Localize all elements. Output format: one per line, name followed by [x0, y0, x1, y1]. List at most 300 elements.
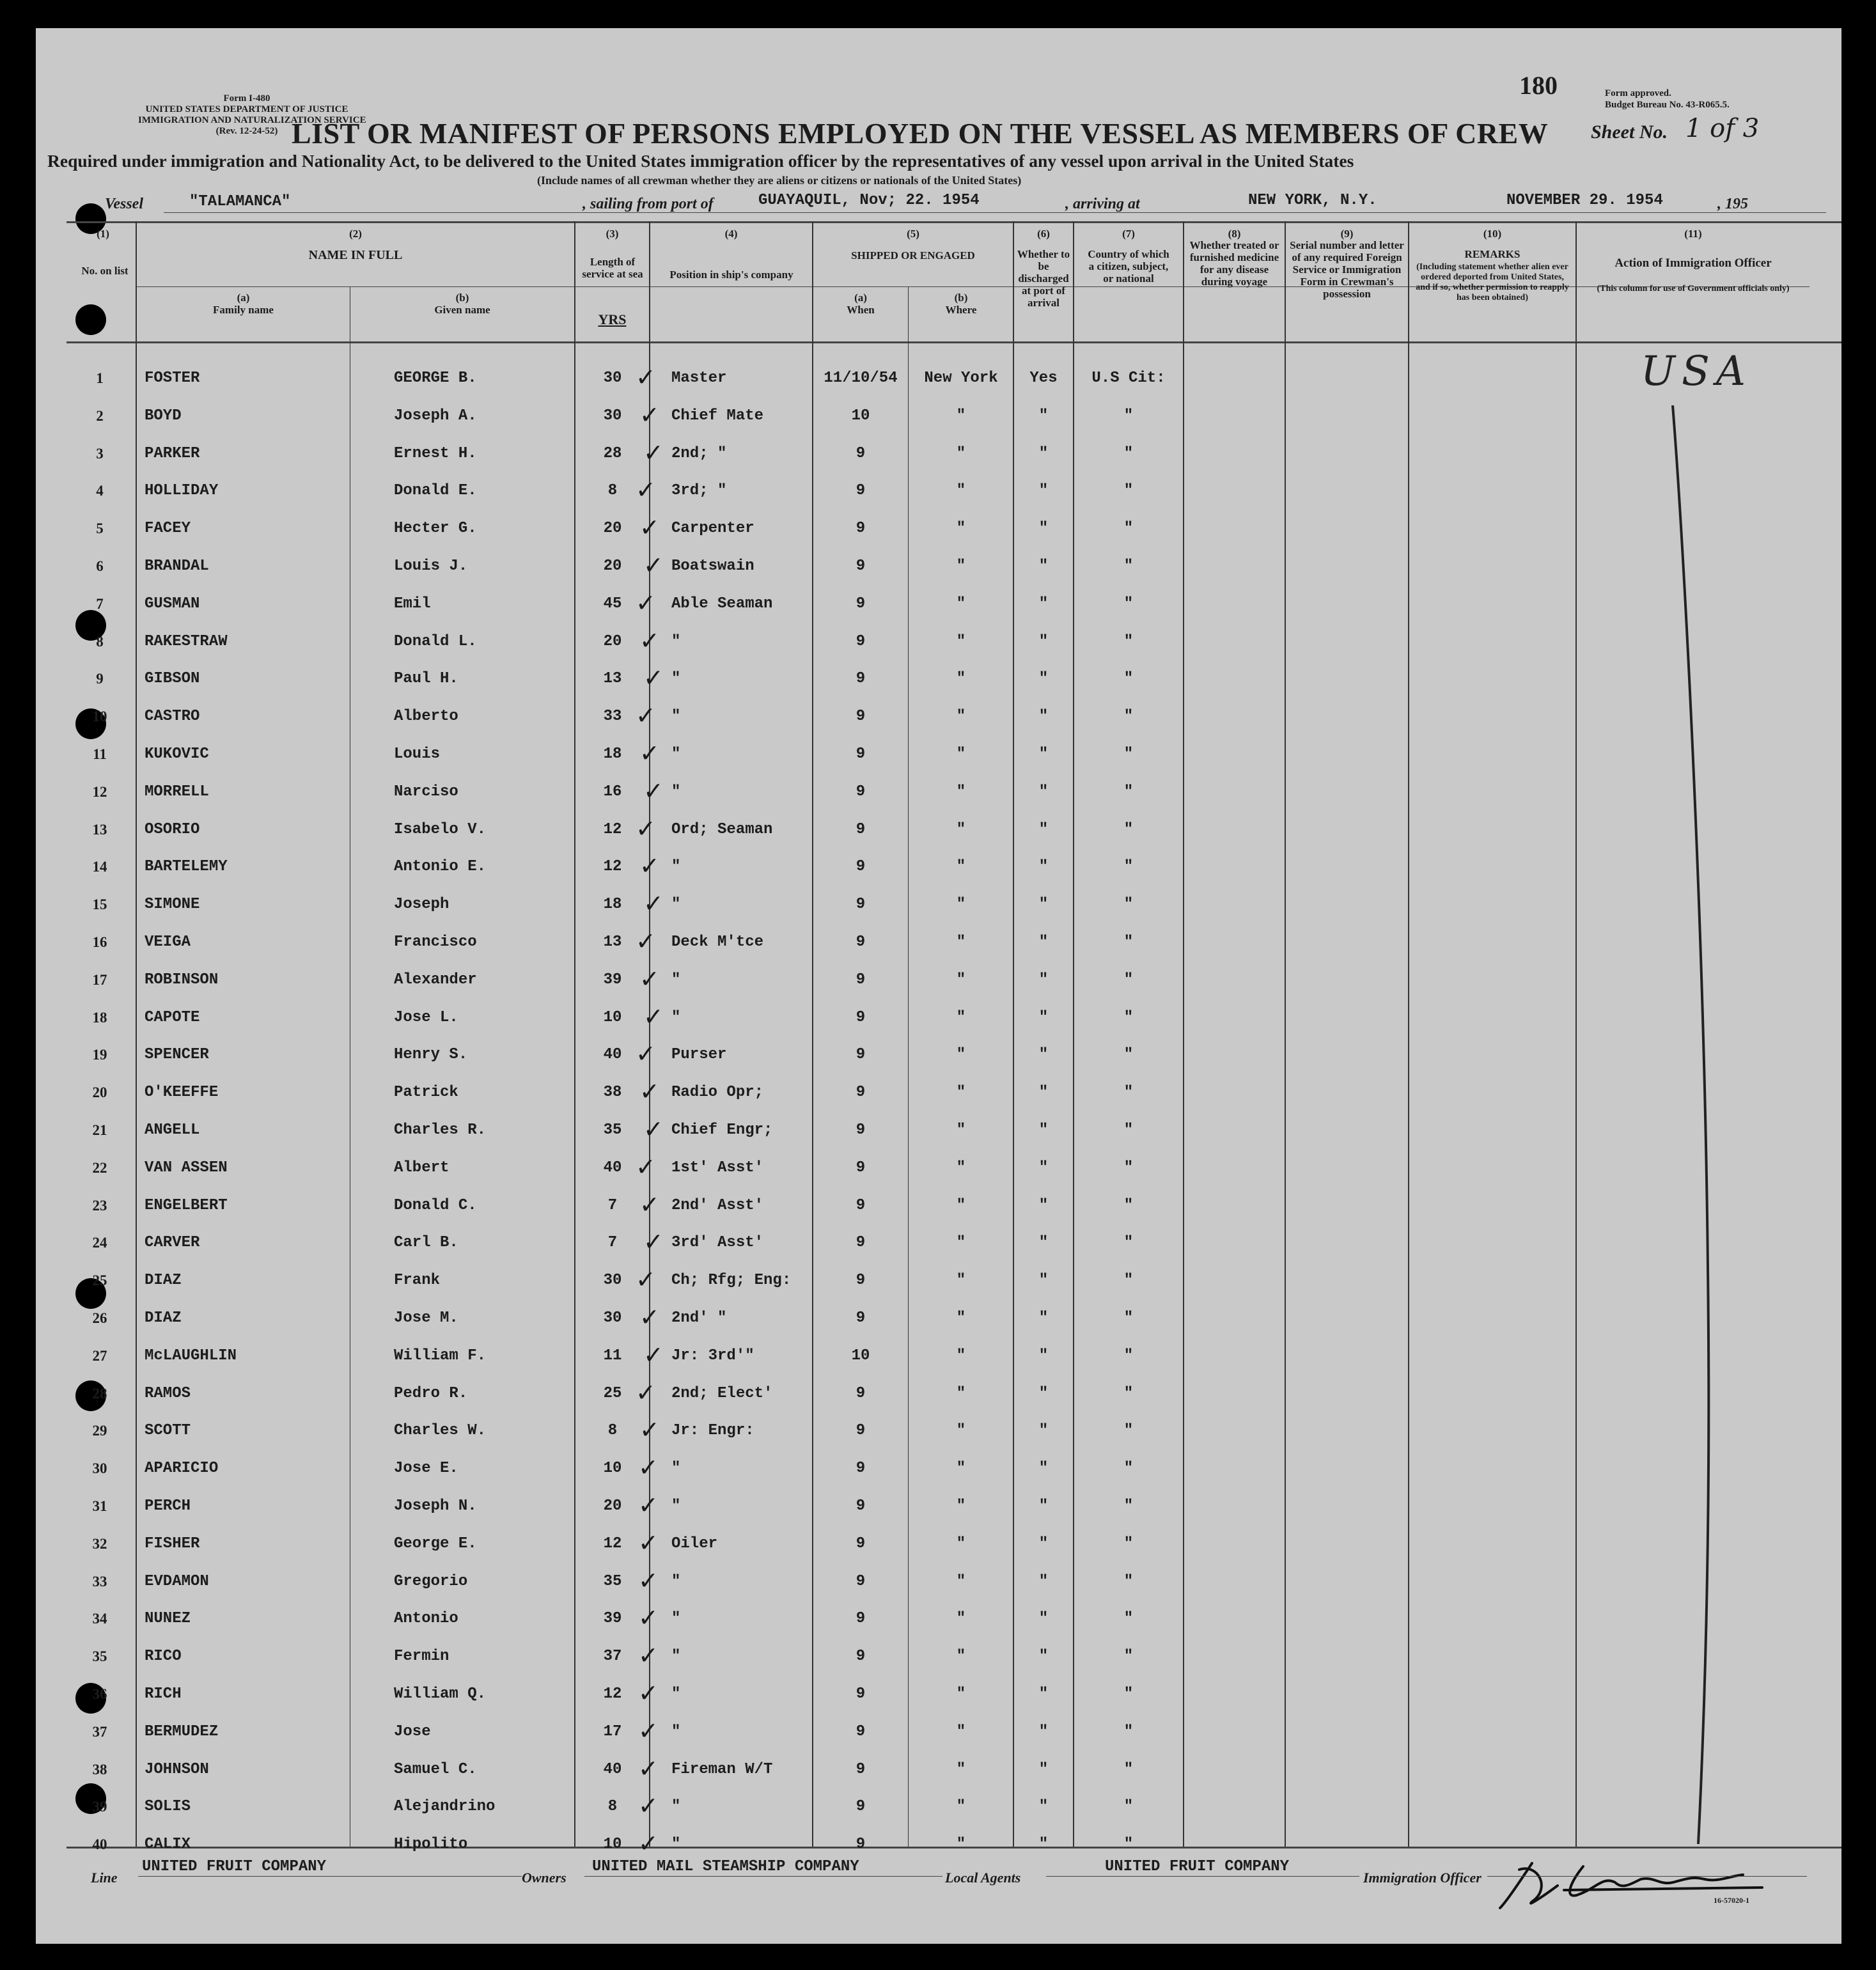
row-number: 6	[96, 558, 104, 574]
years-at-sea: 40	[603, 1046, 622, 1064]
row-number: 19	[92, 1047, 107, 1063]
col11-header: Action of Immigration Officer	[1614, 256, 1772, 270]
family-name: OSORIO	[145, 820, 200, 838]
discharged: "	[1038, 444, 1049, 462]
ship-position: Able Seaman	[671, 595, 773, 613]
given-name: Frank	[394, 1272, 441, 1290]
ship-position: "	[671, 1836, 681, 1854]
crew-row	[36, 436, 1807, 473]
years-at-sea: 13	[603, 670, 622, 688]
engaged-where: "	[956, 520, 966, 538]
engaged-where: "	[956, 1535, 966, 1552]
engaged-where: "	[956, 746, 966, 763]
row-number: 35	[92, 1648, 107, 1665]
given-name: Alberto	[394, 708, 458, 726]
engaged-when: 9	[856, 896, 866, 914]
check-mark-icon: ✓	[636, 1378, 656, 1407]
family-name: NUNEZ	[145, 1610, 191, 1628]
ship-position: Ch; Rfg; Eng:	[671, 1272, 792, 1290]
crew-row	[36, 1413, 1807, 1450]
crew-row	[36, 1714, 1807, 1751]
check-mark-icon: ✓	[636, 1040, 656, 1068]
country: "	[1123, 1422, 1134, 1440]
years-at-sea: 20	[603, 520, 622, 538]
years-at-sea: 7	[607, 1234, 618, 1252]
row-number: 15	[92, 896, 107, 913]
engaged-when: 9	[856, 1798, 866, 1816]
years-at-sea: 12	[603, 1685, 622, 1703]
family-name: ANGELL	[145, 1122, 200, 1139]
years-at-sea: 40	[603, 1760, 622, 1778]
given-name: Charles W.	[394, 1422, 487, 1440]
check-mark-icon: ✓	[638, 1604, 659, 1632]
given-name: Joseph N.	[394, 1497, 477, 1515]
col4-header: Position in ship's company	[669, 269, 793, 281]
engaged-when: 9	[856, 1084, 866, 1102]
crew-row	[36, 1451, 1807, 1488]
form-note: (Include names of all crewman whether they are aliens or citizens or nationals of the United States)	[537, 174, 1022, 187]
given-name: Donald C.	[394, 1196, 477, 1214]
crew-row	[36, 473, 1807, 510]
ship-position: "	[671, 1610, 681, 1628]
family-name: RICH	[145, 1685, 182, 1703]
crew-row	[36, 1526, 1807, 1563]
country: "	[1123, 1272, 1134, 1290]
family-name: SPENCER	[145, 1046, 209, 1064]
engaged-when: 9	[856, 1046, 866, 1064]
discharged: "	[1038, 1234, 1049, 1252]
engaged-when: 9	[856, 783, 866, 801]
ship-position: "	[671, 1723, 681, 1740]
row-number: 32	[92, 1535, 107, 1552]
engaged-where: "	[956, 1008, 966, 1026]
country: "	[1123, 444, 1134, 462]
official-mark: USA	[1641, 348, 1752, 395]
given-name: William Q.	[394, 1685, 487, 1703]
discharged: "	[1038, 670, 1049, 688]
check-mark-icon: ✓	[639, 1303, 660, 1331]
row-number: 30	[92, 1460, 107, 1477]
engaged-when: 9	[856, 670, 866, 688]
crew-row	[36, 624, 1807, 661]
years-at-sea: 30	[603, 1272, 622, 1290]
discharged: "	[1038, 708, 1049, 726]
col10-note: (Including statement whether alien ever ordered deported from United States, and if so, whether permission to reapply has been obtained)	[1416, 262, 1569, 302]
country: "	[1123, 1347, 1134, 1364]
country: "	[1123, 971, 1134, 989]
country: "	[1123, 407, 1134, 425]
family-name: RAKESTRAW	[145, 632, 228, 650]
given-name: Ernest H.	[394, 444, 477, 462]
check-mark-icon: ✓	[643, 551, 664, 579]
line-underline	[138, 1876, 522, 1877]
discharged: "	[1038, 1760, 1049, 1778]
years-at-sea: 40	[603, 1159, 622, 1177]
ship-position: "	[671, 746, 681, 763]
ship-position: "	[671, 1497, 681, 1515]
engaged-when: 9	[856, 746, 866, 763]
engaged-when: 9	[856, 971, 866, 989]
col5-header: SHIPPED OR ENGAGED	[851, 249, 975, 262]
given-name: George E.	[394, 1535, 477, 1552]
row-number: 29	[92, 1423, 107, 1439]
family-name: GIBSON	[145, 670, 200, 688]
engaged-where: New York	[924, 370, 998, 387]
crew-row	[36, 1489, 1807, 1526]
engaged-where: "	[956, 1685, 966, 1703]
col5-number: (5)	[907, 228, 919, 240]
engaged-where: "	[956, 1384, 966, 1402]
discharged: "	[1038, 632, 1049, 650]
engaged-where: "	[956, 1347, 966, 1364]
row-number: 36	[92, 1686, 107, 1702]
check-mark-icon: ✓	[638, 1792, 659, 1820]
discharged: "	[1038, 971, 1049, 989]
discharged: "	[1038, 858, 1049, 876]
crew-row	[36, 1677, 1807, 1714]
col10-header: REMARKS	[1464, 248, 1520, 260]
row-number: 12	[92, 783, 107, 800]
row-number: 2	[96, 407, 104, 424]
ship-position: Boatswain	[671, 558, 754, 575]
crew-row	[36, 511, 1807, 548]
check-mark-icon: ✓	[636, 701, 656, 730]
check-mark-icon: ✓	[638, 1679, 659, 1707]
given-name: Jose M.	[394, 1309, 458, 1327]
engaged-where: "	[956, 858, 966, 876]
ship-position: 2nd; Elect'	[671, 1384, 773, 1402]
col8-number: (8)	[1228, 228, 1241, 240]
years-at-sea: 39	[603, 1610, 622, 1628]
check-mark-icon: ✓	[636, 814, 656, 843]
given-name: Patrick	[394, 1084, 458, 1102]
family-name: BRANDAL	[145, 558, 209, 575]
family-name: KUKOVIC	[145, 746, 209, 763]
given-name: Alexander	[394, 971, 477, 989]
years-at-sea: 13	[603, 934, 622, 951]
col4-number: (4)	[724, 228, 738, 240]
engaged-when: 9	[856, 1723, 866, 1740]
engaged-where: "	[956, 1723, 966, 1740]
ship-position: "	[671, 1008, 681, 1026]
col6-number: (6)	[1037, 228, 1050, 240]
years-at-sea: 10	[603, 1460, 622, 1478]
engaged-where: "	[956, 1196, 966, 1214]
crew-row	[36, 1301, 1807, 1338]
crew-row	[36, 1376, 1807, 1413]
country: "	[1123, 1798, 1134, 1816]
family-name: PERCH	[145, 1497, 191, 1515]
ship-position: "	[671, 858, 681, 876]
years-at-sea: 39	[603, 971, 622, 989]
ship-position: Oiler	[671, 1535, 718, 1552]
family-name: DIAZ	[145, 1272, 182, 1290]
crew-row	[36, 361, 1807, 398]
engaged-when: 9	[856, 1610, 866, 1628]
discharged: "	[1038, 1309, 1049, 1327]
country: "	[1123, 1008, 1134, 1026]
check-mark-icon: ✓	[636, 1152, 656, 1181]
check-mark-icon: ✓	[639, 852, 660, 880]
official-ditto-line	[1660, 373, 1737, 1863]
col2-header: NAME IN FULL	[308, 248, 403, 262]
crew-row	[36, 737, 1807, 774]
family-name: VAN ASSEN	[145, 1159, 228, 1177]
engaged-when: 9	[856, 1648, 866, 1666]
form-code: 16-57020-1	[1714, 1896, 1749, 1905]
engaged-when: 9	[856, 1497, 866, 1515]
engaged-where: "	[956, 407, 966, 425]
family-name: CALIX	[145, 1836, 191, 1854]
arriving-at: NEW YORK, N.Y.	[1248, 192, 1377, 209]
engaged-where: "	[956, 1084, 966, 1102]
ship-position: Chief Engr;	[671, 1122, 773, 1139]
years-at-sea: 30	[603, 370, 622, 387]
family-name: CARVER	[145, 1234, 200, 1252]
discharged: "	[1038, 407, 1049, 425]
crew-row	[36, 1338, 1807, 1375]
engaged-where: "	[956, 1309, 966, 1327]
years-at-sea: 18	[603, 746, 622, 763]
crew-row	[36, 1150, 1807, 1187]
row-number: 38	[92, 1761, 107, 1778]
row-number: 13	[92, 821, 107, 838]
row-number: 25	[92, 1272, 107, 1289]
crew-row	[36, 887, 1807, 924]
years-at-sea: 10	[603, 1008, 622, 1026]
ship-position: "	[671, 708, 681, 726]
discharged: "	[1038, 934, 1049, 951]
row-number: 1	[96, 370, 104, 386]
crew-row	[36, 774, 1807, 811]
ship-position: 2nd' Asst'	[671, 1196, 764, 1214]
country: "	[1123, 858, 1134, 876]
owners-label: Owners	[522, 1870, 567, 1886]
col2b-header: (b) Given name	[434, 292, 490, 316]
country: "	[1123, 1610, 1134, 1628]
family-name: JOHNSON	[145, 1760, 209, 1778]
col11-number: (11)	[1684, 228, 1702, 240]
given-name: Antonio E.	[394, 858, 487, 876]
discharged: "	[1038, 746, 1049, 763]
col11-note: (This column for use of Government officials only)	[1597, 284, 1790, 293]
years-at-sea: 11	[603, 1347, 622, 1364]
crew-row	[36, 1263, 1807, 1300]
col1-number: (1)	[97, 228, 109, 240]
given-name: Henry S.	[394, 1046, 468, 1064]
years-at-sea: 38	[603, 1084, 622, 1102]
ship-position: "	[671, 1648, 681, 1666]
service: IMMIGRATION AND NATURALIZATION SERVICE	[138, 115, 366, 125]
country: "	[1123, 632, 1134, 650]
check-mark-icon: ✓	[639, 1416, 660, 1444]
years-at-sea: 8	[607, 1422, 618, 1440]
engaged-when: 9	[856, 1460, 866, 1478]
ship-position: 1st' Asst'	[671, 1159, 764, 1177]
form-subtitle: Required under immigration and Nationality Act, to be delivered to the United States immigration officer by the representatives of any vessel upon arrival in the United States	[47, 151, 1354, 171]
row-number: 24	[92, 1235, 107, 1251]
given-name: Narciso	[394, 783, 458, 801]
engaged-where: "	[956, 558, 966, 575]
family-name: FISHER	[145, 1535, 200, 1552]
check-mark-icon: ✓	[636, 588, 656, 617]
family-name: McLAUGHLIN	[145, 1347, 237, 1364]
family-name: VEIGA	[145, 934, 191, 951]
family-name: RICO	[145, 1648, 182, 1666]
engaged-where: "	[956, 1836, 966, 1854]
engaged-where: "	[956, 632, 966, 650]
country: U.S Cit:	[1091, 370, 1166, 387]
engaged-when: 9	[856, 1384, 866, 1402]
ship-position: 2nd; "	[671, 444, 727, 462]
form-number: Form I-480	[223, 93, 270, 104]
agents-label: Local Agents	[945, 1870, 1021, 1886]
check-mark-icon: ✓	[636, 476, 656, 504]
page-title: LIST OR MANIFEST OF PERSONS EMPLOYED ON THE VESSEL AS MEMBERS OF CREW	[292, 117, 1549, 150]
check-mark-icon: ✓	[638, 1528, 659, 1557]
engaged-when: 9	[856, 858, 866, 876]
engaged-when: 9	[856, 1196, 866, 1214]
family-name: EVDAMON	[145, 1572, 209, 1590]
discharged: "	[1038, 1685, 1049, 1703]
discharged: "	[1038, 1497, 1049, 1515]
family-name: O'KEEFFE	[145, 1084, 219, 1102]
discharged: "	[1038, 1798, 1049, 1816]
discharged: "	[1038, 1347, 1049, 1364]
years-at-sea: 12	[603, 1535, 622, 1552]
row-number: 17	[92, 971, 107, 988]
engaged-where: "	[956, 1572, 966, 1590]
department: UNITED STATES DEPARTMENT OF JUSTICE	[145, 104, 348, 114]
country: "	[1123, 820, 1134, 838]
row-number: 28	[92, 1385, 107, 1402]
col7-header: Country of which a citizen, subject, or national	[1088, 248, 1169, 285]
officer-label: Immigration Officer	[1363, 1870, 1481, 1886]
form-approved: Form approved.	[1605, 88, 1671, 98]
discharged: "	[1038, 820, 1049, 838]
country: "	[1123, 1234, 1134, 1252]
given-name: William F.	[394, 1347, 487, 1364]
years-at-sea: 33	[603, 708, 622, 726]
country: "	[1123, 1760, 1134, 1778]
family-name: APARICIO	[145, 1460, 219, 1478]
check-mark-icon: ✓	[636, 927, 656, 955]
col3-header: Length of service at sea	[582, 256, 643, 280]
family-name: BARTELEMY	[145, 858, 228, 876]
engaged-when: 9	[856, 520, 866, 538]
row-number: 26	[92, 1310, 107, 1326]
col3-number: (3)	[606, 228, 619, 240]
row-number: 16	[92, 934, 107, 950]
given-name: Louis J.	[394, 558, 468, 575]
country: "	[1123, 1497, 1134, 1515]
given-name: Jose E.	[394, 1460, 458, 1478]
engaged-when: 9	[856, 558, 866, 575]
engaged-when: 9	[856, 595, 866, 613]
ship-position: Jr: Engr:	[671, 1422, 754, 1440]
years-at-sea: 45	[603, 595, 622, 613]
discharged: "	[1038, 1422, 1049, 1440]
years-at-sea: 12	[603, 820, 622, 838]
engaged-when: 10	[851, 407, 870, 425]
given-name: Gregorio	[394, 1572, 468, 1590]
owners-value: UNITED MAIL STEAMSHIP COMPANY	[592, 1858, 859, 1875]
crew-row	[36, 699, 1807, 736]
col9-number: (9)	[1340, 228, 1354, 240]
ship-position: "	[671, 896, 681, 914]
family-name: FOSTER	[145, 370, 200, 387]
row-number: 8	[96, 633, 104, 650]
discharged: "	[1038, 1084, 1049, 1102]
crew-row	[36, 962, 1807, 999]
check-mark-icon: ✓	[643, 1115, 664, 1143]
check-mark-icon: ✓	[636, 363, 656, 391]
owners-underline	[584, 1876, 942, 1877]
ship-position: "	[671, 1572, 681, 1590]
engaged-when: 9	[856, 482, 866, 500]
check-mark-icon: ✓	[643, 1002, 664, 1031]
ship-position: Deck M'tce	[671, 934, 764, 951]
engaged-where: "	[956, 1122, 966, 1139]
crew-row	[36, 812, 1807, 849]
engaged-when: 9	[856, 444, 866, 462]
given-name: Isabelo V.	[394, 820, 487, 838]
engaged-where: "	[956, 783, 966, 801]
years-at-sea: 28	[603, 444, 622, 462]
given-name: Fermin	[394, 1648, 449, 1666]
engaged-where: "	[956, 708, 966, 726]
given-name: Donald E.	[394, 482, 477, 500]
given-name: Francisco	[394, 934, 477, 951]
engaged-where: "	[956, 1234, 966, 1252]
ship-position: "	[671, 971, 681, 989]
ship-position: "	[671, 1798, 681, 1816]
engaged-where: "	[956, 1460, 966, 1478]
engaged-where: "	[956, 896, 966, 914]
ship-position: "	[671, 1685, 681, 1703]
col1-header: No. on list	[81, 265, 129, 277]
discharged: "	[1038, 1008, 1049, 1026]
agents-underline	[1046, 1876, 1359, 1877]
row-number: 4	[96, 483, 104, 499]
sailing-label: , sailing from port of	[582, 196, 714, 212]
engaged-when: 9	[856, 708, 866, 726]
engaged-where: "	[956, 595, 966, 613]
given-name: Jose	[394, 1723, 431, 1740]
country: "	[1123, 708, 1134, 726]
crew-row	[36, 849, 1807, 886]
country: "	[1123, 746, 1134, 763]
manifest-sheet	[36, 28, 1841, 1944]
given-name: Joseph	[394, 896, 449, 914]
discharged: "	[1038, 1384, 1049, 1402]
col9-header: Serial number and letter of any required Foreign Service or Immigration Form in Crewman's possession	[1290, 239, 1404, 300]
years-at-sea: 20	[603, 1497, 622, 1515]
row-number: 3	[96, 445, 104, 462]
family-name: ROBINSON	[145, 971, 219, 989]
family-name: CASTRO	[145, 708, 200, 726]
engaged-when: 9	[856, 934, 866, 951]
family-name: HOLLIDAY	[145, 482, 219, 500]
engaged-when: 9	[856, 1008, 866, 1026]
crew-row	[36, 1789, 1807, 1826]
years-at-sea: 30	[603, 407, 622, 425]
ship-position: 3rd' Asst'	[671, 1234, 764, 1252]
country: "	[1123, 670, 1134, 688]
years-at-sea: 37	[603, 1648, 622, 1666]
discharged: "	[1038, 1046, 1049, 1064]
discharged: "	[1038, 482, 1049, 500]
